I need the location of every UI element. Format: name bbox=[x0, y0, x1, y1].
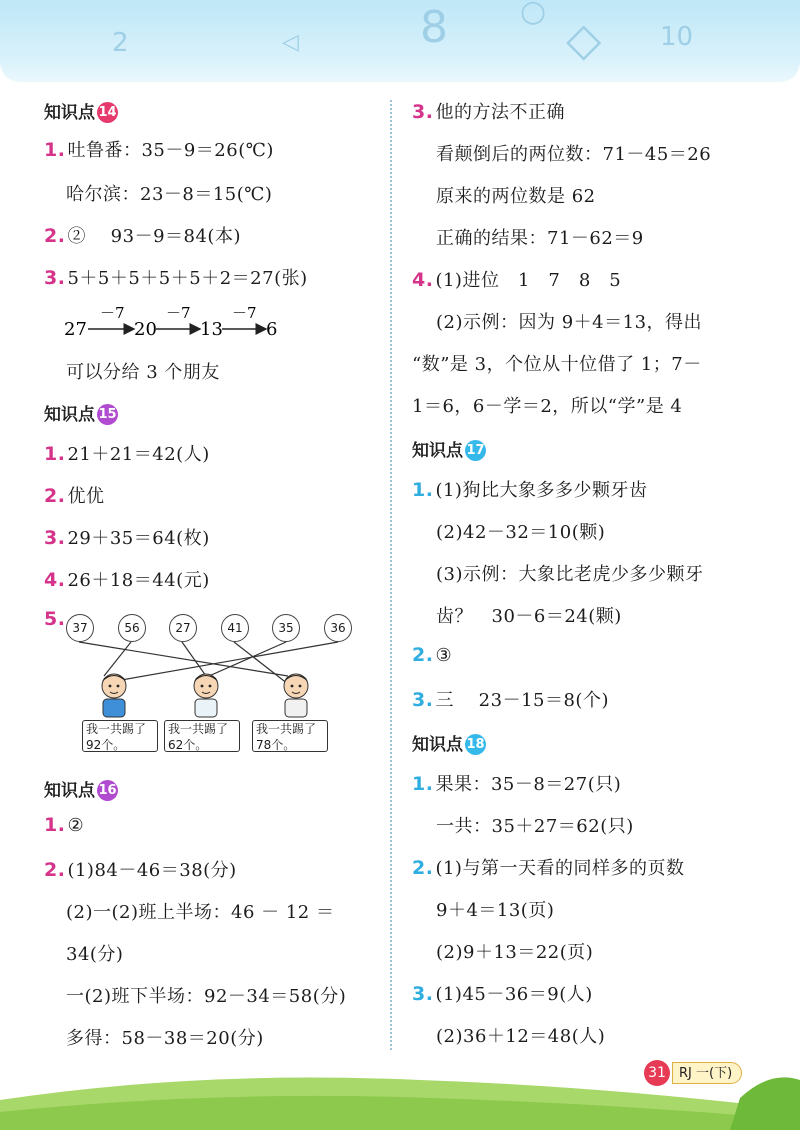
page-number-badge: 31 bbox=[644, 1060, 670, 1086]
question-number: 2. bbox=[44, 859, 66, 881]
chain-op: －7 bbox=[100, 304, 125, 322]
chain-number: 20 bbox=[134, 319, 157, 340]
kp16-q2-line2: (2)一(2)班上半场：46 － 12 ＝ bbox=[66, 902, 335, 923]
decor-digit-icon: 8 bbox=[420, 2, 448, 53]
chain-op: －7 bbox=[166, 304, 191, 322]
decor-digit-icon: 10 bbox=[660, 22, 694, 52]
kp14-heading bbox=[44, 98, 118, 123]
kp14-q1 bbox=[44, 136, 274, 162]
number-circle: 41 bbox=[221, 614, 249, 642]
answer-text: 21＋21＝42(人) bbox=[67, 444, 210, 465]
kp17-q1-line2: (2)42－32＝10(颗) bbox=[436, 522, 606, 543]
kp-label: 知识点 bbox=[44, 405, 95, 425]
kp17-q1-line3: (3)示例：大象比老虎少多少颗牙 bbox=[436, 564, 704, 585]
number-circle: 35 bbox=[272, 614, 300, 642]
kp16-q3-line4: 正确的结果：71－62＝9 bbox=[436, 228, 644, 249]
speech-line: 我一共踢了 bbox=[86, 722, 147, 736]
answer-text: (1)84－46＝38(分) bbox=[67, 860, 237, 881]
kp16-q2-line4: 一(2)班下半场：92－34＝58(分) bbox=[66, 986, 347, 1007]
answer-text: 26＋18＝44(元) bbox=[67, 570, 210, 591]
subtraction-chain bbox=[60, 302, 290, 342]
kp15-heading bbox=[44, 400, 118, 425]
kp16-heading bbox=[44, 776, 118, 801]
kp16-q4 bbox=[412, 266, 621, 292]
kp16-q4-line4: 1＝6，6－学＝2，所以“学”是 4 bbox=[412, 396, 683, 417]
kp16-q4-line3: “数”是 3，个位从十位借了 1；7－ bbox=[412, 354, 702, 375]
kp17-q1-line4: 齿？ 30－6＝24(颗) bbox=[436, 606, 622, 627]
question-number: 3. bbox=[412, 983, 434, 1005]
kp-label: 知识点 bbox=[44, 103, 95, 123]
column-divider bbox=[390, 100, 392, 1050]
chain-op: －7 bbox=[232, 304, 257, 322]
number-circle: 37 bbox=[66, 614, 94, 642]
chain-number: 27 bbox=[64, 319, 87, 340]
speech-box bbox=[82, 720, 158, 752]
decor-digit-icon: 2 bbox=[112, 28, 129, 58]
question-number: 1. bbox=[412, 479, 434, 501]
question-number: 2. bbox=[412, 857, 434, 879]
answer-text: ② bbox=[67, 815, 85, 836]
decor-diamond-icon: ◇ bbox=[566, 12, 602, 66]
speech-line: 62个。 bbox=[168, 738, 208, 752]
answer-text: 三 23－15＝8(个) bbox=[435, 690, 609, 711]
footer-grass bbox=[0, 1040, 800, 1130]
question-number: 1. bbox=[44, 443, 66, 465]
kp17-q2 bbox=[412, 644, 452, 666]
kp15-q1 bbox=[44, 440, 210, 466]
kp-badge: 15 bbox=[97, 404, 118, 425]
kp14-q2 bbox=[44, 222, 241, 248]
chain-number: 13 bbox=[200, 319, 223, 340]
question-number: 1. bbox=[44, 139, 66, 161]
question-number: 3. bbox=[412, 689, 434, 711]
speech-box bbox=[164, 720, 240, 752]
kp15-q3 bbox=[44, 524, 210, 550]
kp18-heading bbox=[412, 730, 486, 755]
decor-circle-icon: ○ bbox=[520, 0, 547, 29]
kp-badge: 14 bbox=[97, 102, 118, 123]
kp16-q2-line3: 34(分) bbox=[66, 944, 124, 965]
kp14-q3 bbox=[44, 264, 308, 290]
kp16-q3-line2: 看颠倒后的两位数：71－45＝26 bbox=[436, 144, 712, 165]
kp18-q2-line3: (2)9＋13＝22(页) bbox=[436, 942, 594, 963]
kp-label: 知识点 bbox=[44, 781, 95, 801]
chain-number: 6 bbox=[266, 319, 278, 340]
question-number: 2. bbox=[412, 644, 434, 666]
answer-text: 他的方法不正确 bbox=[435, 102, 565, 123]
boy-illustration-icon bbox=[276, 672, 316, 720]
question-number: 4. bbox=[44, 569, 66, 591]
speech-line: 我一共踢了 bbox=[168, 722, 229, 736]
answer-text: 吐鲁番：35－9＝26(℃) bbox=[67, 140, 274, 161]
kp18-q3 bbox=[412, 980, 593, 1006]
kp16-q3-line3: 原来的两位数是 62 bbox=[436, 186, 596, 207]
kp16-q3 bbox=[412, 98, 565, 124]
question-number: 2. bbox=[44, 225, 66, 247]
answer-text: (1)与第一天看的同样多的页数 bbox=[435, 858, 685, 879]
answer-text: (1)进位 1 7 8 5 bbox=[435, 270, 622, 291]
answer-text: (1)狗比大象多多少颗牙齿 bbox=[435, 480, 648, 501]
kp16-q1 bbox=[44, 814, 84, 836]
kp16-q2 bbox=[44, 856, 237, 882]
kp15-q4 bbox=[44, 566, 210, 592]
kp17-heading bbox=[412, 436, 486, 461]
speech-line: 我一共踢了 bbox=[256, 722, 317, 736]
boy-illustration-icon bbox=[186, 672, 226, 720]
answer-text: (1)45－36＝9(人) bbox=[435, 984, 593, 1005]
question-number: 5. bbox=[44, 608, 66, 630]
speech-line: 78个。 bbox=[256, 738, 296, 752]
kp17-q3 bbox=[412, 686, 609, 712]
answer-text: 29＋35＝64(枚) bbox=[67, 528, 210, 549]
speech-line: 92个。 bbox=[86, 738, 126, 752]
kp-badge: 18 bbox=[465, 734, 486, 755]
kp14-q1-line2: 哈尔滨：23－8＝15(℃) bbox=[66, 184, 273, 205]
kp18-q2-line2: 9＋4＝13(页) bbox=[436, 900, 555, 921]
kp-label: 知识点 bbox=[412, 441, 463, 461]
kp-badge: 16 bbox=[97, 780, 118, 801]
answer-text: 果果：35－8＝27(只) bbox=[435, 774, 622, 795]
kp-badge: 17 bbox=[465, 440, 486, 461]
question-number: 1. bbox=[412, 773, 434, 795]
question-number: 1. bbox=[44, 814, 66, 836]
kp16-q4-line2: (2)示例：因为 9＋4＝13，得出 bbox=[436, 312, 703, 333]
question-number: 2. bbox=[44, 485, 66, 507]
question-number: 3. bbox=[412, 101, 434, 123]
speech-box bbox=[252, 720, 328, 752]
boy-illustration-icon bbox=[94, 672, 134, 720]
answer-text: ③ bbox=[435, 645, 453, 666]
answer-text: 5＋5＋5＋5＋5＋2＝27(张) bbox=[67, 268, 308, 289]
question-number: 3. bbox=[44, 527, 66, 549]
question-number: 3. bbox=[44, 267, 66, 289]
kp18-q1-line2: 一共：35＋27＝62(只) bbox=[436, 816, 634, 837]
number-circle: 27 bbox=[169, 614, 197, 642]
kp14-q3-conclusion: 可以分给 3 个朋友 bbox=[66, 362, 220, 383]
kp16-q2-line5: 多得：58－38＝20(分) bbox=[66, 1028, 264, 1049]
kp15-q2 bbox=[44, 482, 104, 508]
question-number: 4. bbox=[412, 269, 434, 291]
kp18-q3-line2: (2)36＋12＝48(人) bbox=[436, 1026, 606, 1047]
number-circle: 56 bbox=[118, 614, 146, 642]
kp18-q2 bbox=[412, 854, 684, 880]
decor-triangle-icon: ◁ bbox=[282, 30, 299, 55]
kp18-q1 bbox=[412, 770, 621, 796]
header-banner bbox=[0, 0, 800, 82]
kp-label: 知识点 bbox=[412, 735, 463, 755]
answer-text: ② 93－9＝84(本) bbox=[67, 226, 241, 247]
edition-label: RJ 一(下) bbox=[672, 1062, 742, 1084]
answer-text: 优优 bbox=[67, 486, 105, 507]
kp17-q1 bbox=[412, 476, 647, 502]
number-circle: 36 bbox=[324, 614, 352, 642]
